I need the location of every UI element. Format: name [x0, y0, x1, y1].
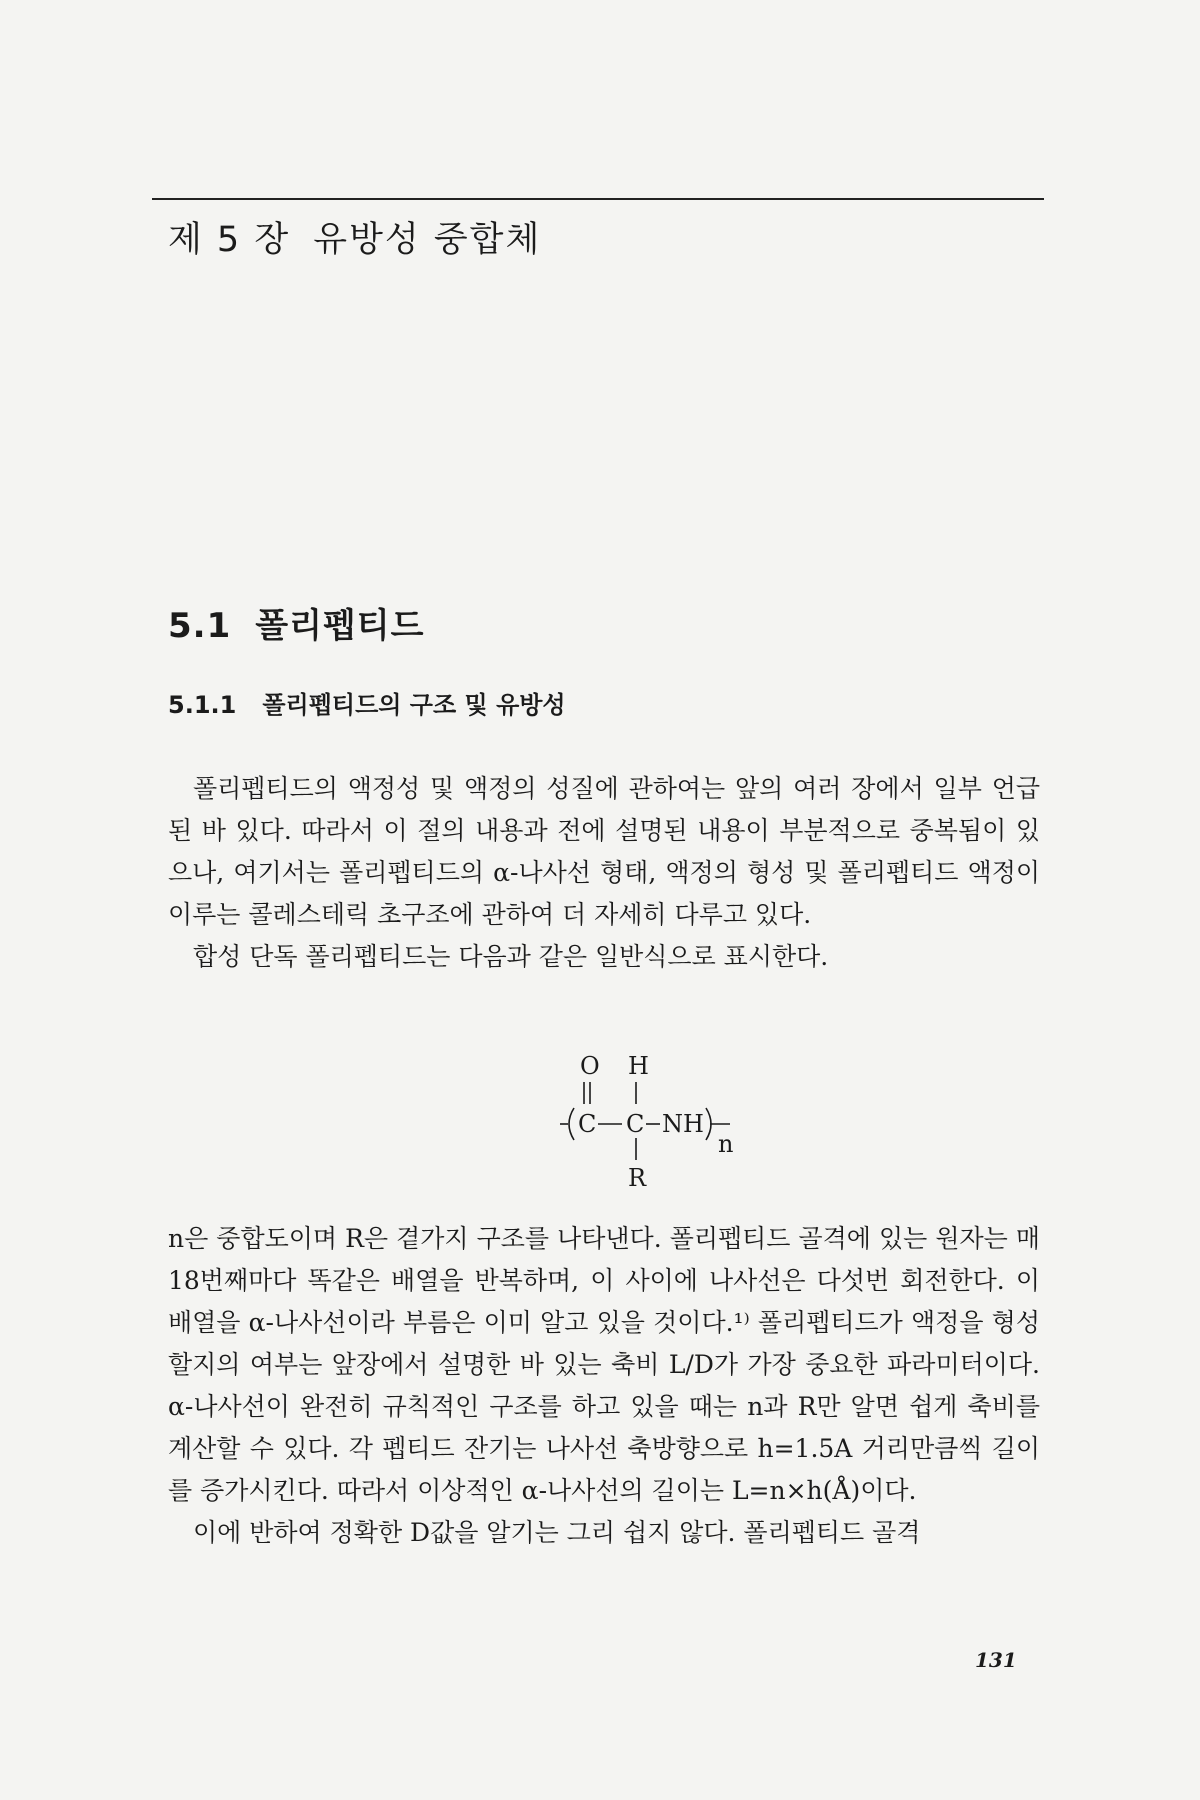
- paragraph-helix: n은 중합도이며 R은 곁가지 구조를 나타낸다. 폴리펩티드 골격에 있는 원자는 매 18번째마다 똑같은 배열을 반복하며, 이 사이에 나사선은 다섯번 회전한다. 이 배열을 α-나사선이라 부름은 이미 알고 있을 것이다.¹⁾ 폴리펩티드가 액정을 형성할지의 여부는 앞장에서 설명한 바 있는 축비 L/D가 가장 중요한 파라미터이다. α-나사선이 완전히 규칙적인 구조를 하고 있을 때는 n과 R만 알면 쉽게 축비를 계산할 수 있다. 각 펩티드 잔기는 나사선 축방향으로 h=1.5A 거리만큼씩 길이를 증가시킨다. 따라서 이상적인 α-나사선의 길이는 L=n×h(Å)이다.: [168, 1224, 1040, 1505]
- formula-oxygen: O: [580, 1052, 600, 1080]
- chapter-title-text: 유방성 중합체: [313, 220, 542, 260]
- page-number: 131: [975, 1648, 1017, 1672]
- peptide-formula: [560, 1040, 740, 1190]
- formula-subscript: n: [718, 1130, 734, 1158]
- subsection-title: 폴리펩티드의 구조 및 유방성: [262, 691, 566, 719]
- paragraph-intro: 폴리펩티드의 액정성 및 액정의 성질에 관하여는 앞의 여러 장에서 일부 언급된 바 있다. 따라서 이 절의 내용과 전에 설명된 내용이 부분적으로 중복됨이 있으나, 여기서는 폴리펩티드의 α-나사선 형태, 액정의 형성 및 폴리펩티드 액정이 이루는 콜레스테릭 초구조에 관하여 더 자세히 다루고 있다.: [168, 774, 1040, 929]
- paragraph-formula-lead: 합성 단독 폴리펩티드는 다음과 같은 일반식으로 표시한다.: [193, 942, 829, 971]
- subsection-number: 5.1.1: [168, 691, 237, 719]
- section-heading: [168, 598, 424, 647]
- bracket-left: [569, 1108, 574, 1140]
- section-title: 폴리펩티드: [255, 606, 425, 646]
- chapter-rule: [152, 198, 1044, 200]
- formula-side-group: R: [628, 1164, 647, 1190]
- chapter-title: [168, 212, 541, 262]
- section-number: 5.1: [168, 606, 232, 646]
- formula-carbon-1: C: [578, 1110, 597, 1138]
- body-text-bottom: [168, 1218, 1040, 1554]
- subsection-heading: [168, 685, 566, 720]
- formula-hydrogen: H: [628, 1052, 649, 1080]
- paragraph-diameter: 이에 반하여 정확한 D값을 알기는 그리 쉽지 않다. 폴리펩티드 골격: [193, 1518, 921, 1547]
- peptide-formula-drawing: [560, 1040, 740, 1190]
- formula-carbon-2: C: [626, 1110, 645, 1138]
- body-text-top: [168, 768, 1040, 978]
- chapter-label: 제 5 장: [168, 220, 291, 260]
- formula-amine: NH: [662, 1110, 704, 1138]
